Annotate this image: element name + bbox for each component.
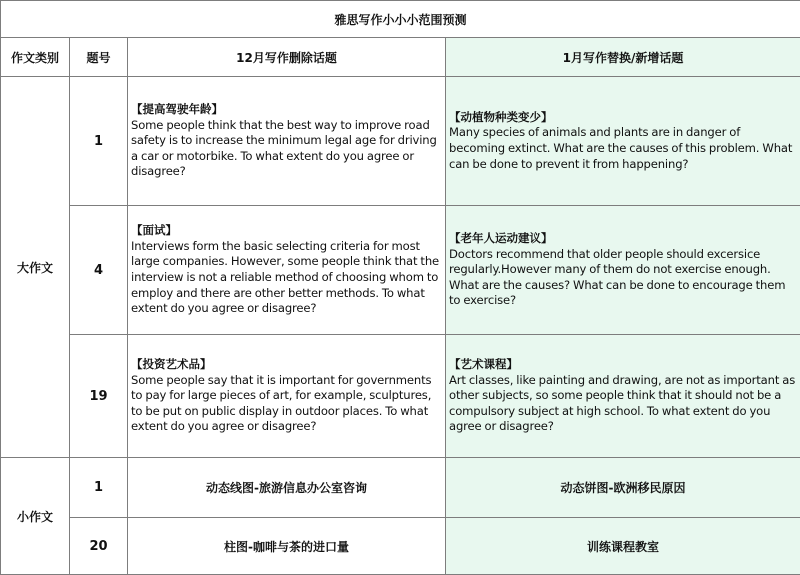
january-task1-topic: 训练课程教室: [446, 518, 800, 575]
table-row: [1, 518, 800, 575]
january-topic-cell: [446, 335, 800, 458]
january-topic-title: 【动植物种类变少】: [449, 109, 553, 124]
december-topic-title: 【面试】: [131, 223, 177, 238]
header-december: 12月写作删除话题: [128, 38, 446, 77]
question-number: 1: [70, 77, 128, 206]
category-task1: 小作文: [1, 458, 70, 575]
december-task1-topic: 柱图-咖啡与茶的进口量: [128, 518, 446, 575]
december-topic-cell: [128, 335, 446, 458]
table-row: [1, 458, 800, 518]
december-topic-text: Some people say that it is important for governments to pay for large pieces of art, for example, sculptures, to be put on public display in outdoor places. To what extent do you agree or disagree?: [131, 372, 432, 434]
january-topic-text: Art classes, like painting and drawing, are not as important as other subjects, so some people think that it should not be a compulsory subject at high school. To what extent do you agree or disagree?: [449, 372, 796, 434]
december-topic-cell: [128, 206, 446, 335]
december-topic-cell: [128, 77, 446, 206]
table-row: [1, 77, 800, 206]
header-number: 题号: [70, 38, 128, 77]
december-topic-title: 【投资艺术品】: [131, 357, 212, 372]
january-topic-title: 【艺术课程】: [449, 357, 518, 372]
december-task1-topic: 动态线图-旅游信息办公室咨询: [128, 458, 446, 518]
january-task1-topic: 动态饼图-欧洲移民原因: [446, 458, 800, 518]
january-topic-text: Doctors recommend that older people should excersice regularly.However many of them do not exercise enough. What are the causes? What can be done to encourage them to exercise?: [449, 246, 786, 308]
question-number: 19: [70, 335, 128, 458]
category-essay: 大作文: [1, 77, 70, 458]
january-topic-title: 【老年人运动建议】: [449, 231, 553, 246]
question-number: 20: [70, 518, 128, 575]
january-topic-cell: [446, 77, 800, 206]
table-row: [1, 206, 800, 335]
header-category: 作文类别: [1, 38, 70, 77]
december-topic-title: 【提高驾驶年龄】: [131, 102, 223, 117]
january-topic-text: Many species of animals and plants are in danger of becoming extinct. What are the causes of this problem. What can be done to prevent it from happening?: [449, 125, 793, 171]
table-row: [1, 335, 800, 458]
january-topic-cell: [446, 206, 800, 335]
question-number: 1: [70, 458, 128, 518]
header-row: [1, 38, 800, 77]
title-row: [1, 1, 800, 38]
question-number: 4: [70, 206, 128, 335]
december-topic-text: Interviews form the basic selecting criteria for most large companies. However, some people think that the interview is not a reliable method of choosing whom to employ and there are other better methods. To what extent do you agree or disagree?: [131, 238, 440, 316]
december-topic-text: Some people think that the best way to improve road safety is to increase the minimum legal age for driving a car or motorbike. To what extent do you agree or disagree?: [131, 117, 437, 179]
table-title: 雅思写作小小小范围预测: [1, 1, 800, 38]
header-january: 1月写作替换/新增话题: [446, 38, 800, 77]
